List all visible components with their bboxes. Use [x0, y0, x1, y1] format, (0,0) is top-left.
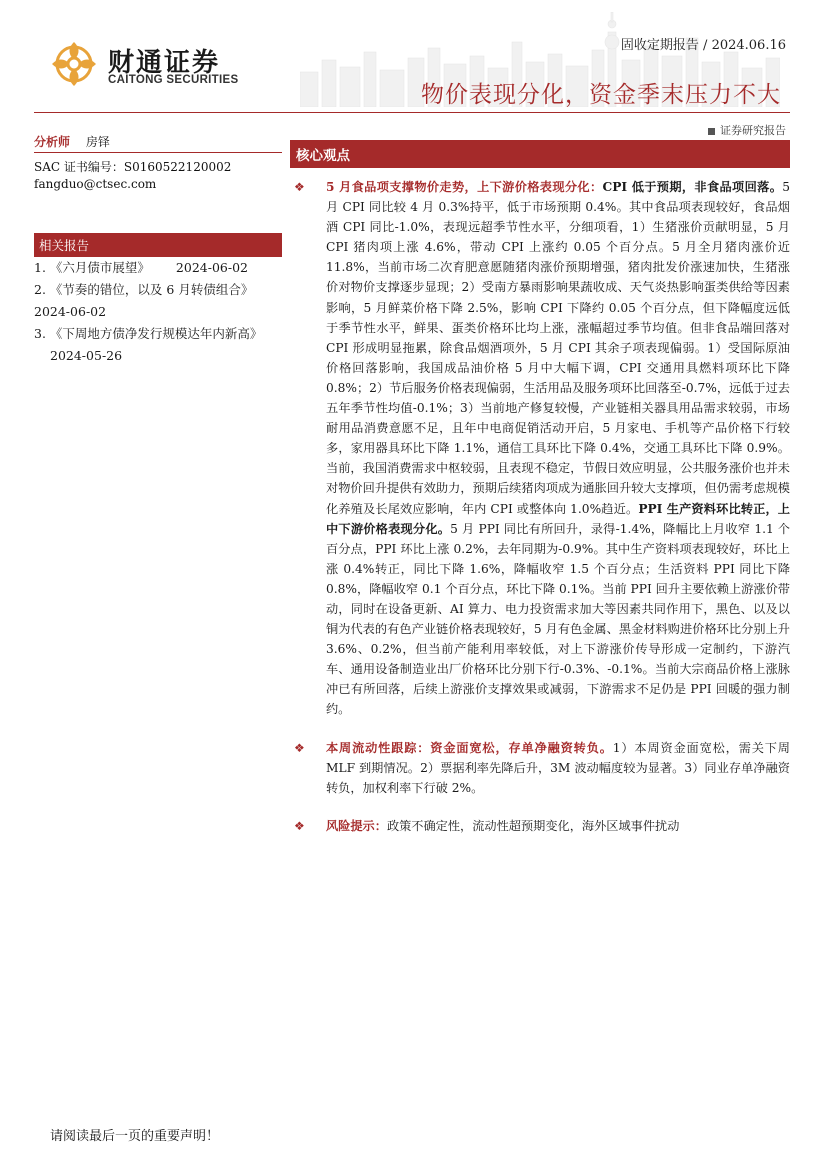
- analyst-email[interactable]: fangduo@ctsec.com: [34, 177, 157, 191]
- related-reports-list: [34, 257, 282, 367]
- related-report-title: 《节奏的错位，以及 6 月转债组合》: [49, 282, 254, 297]
- main-content: [290, 140, 790, 836]
- point-body: 5 月 CPI 同比较 4 月 0.3%持平，低于市场预期 0.4%。其中食品项表现较好，食品烟酒 CPI 同比-1.0%，表现远超季节性水平，分细项看，1）生猪涨价贡献明显，5 月 CPI 猪肉项上涨 4.6%，带动 CPI 上涨约 0.05 个百分点。5 月全月猪肉涨价近 11.8%，当前市场二次育肥意愿随猪肉涨价预期增强，猪肉批发价涨速加快，生猪涨价对物价支撑逐步显现；2）受南方暴雨影响果蔬收成、天气炎热影响蛋类供给等因素影响，5 月鲜菜价格下降 2.5%，影响 CPI 下降约 0.05 个百分点，但下降幅度远低于季节性水平，鲜果、蛋类价格环比均上涨，涨幅超过季节均值。但非食品端回落对 CPI 形成明显拖累，除食品烟酒项外，5 月 CPI 其余子项表现偏弱。1）受国际原油价格回落影响，我国成品油价格 5 月中大幅下调，CPI 交通用具燃料项环比下降 0.8%；2）节后服务价格表现偏弱，生活用品及服务项环比回落至-0.7%，远低于过去五年季节性均值-0.1%；3）当前地产修复较慢，产业链相关器具用品需求较弱，市场耐用品消费意愿不足，且年中电商促销活动开启，5 月家电、手机等产品价格下行较多，家用器具环比下降 1.1%，通信工具环比下降 0.4%，交通工具环比下降 0.9%。当前，我国消费需求中枢较弱，且表现不稳定，节假日效应明显，公共服务涨价也并未对物价回升提供有效助力，预期后续猪肉项成为通胀回升较大支撑项，但仍需考虑规模化养殖及长尾效应影响，年内 CPI 或整体向 1.0%趋近。: [326, 180, 790, 516]
- diamond-bullet-icon: ❖: [294, 180, 305, 194]
- point-lead: 5 月食品项支撑物价走势，上下游价格表现分化：: [326, 180, 603, 194]
- related-report-item[interactable]: [34, 323, 282, 367]
- core-point-liquidity: [290, 738, 790, 798]
- related-report-date: 2024-05-26: [50, 348, 123, 363]
- sac-label: SAC 证书编号：: [34, 160, 124, 174]
- point-lead: 风险提示：: [326, 818, 387, 833]
- analyst-name: 房铎: [85, 135, 110, 149]
- point-bold: PPI 生产资料环比转正，上中下游价格表现分化。: [326, 501, 790, 536]
- report-date: 2024.06.16: [711, 38, 786, 53]
- analyst-label: 分析师: [34, 135, 71, 149]
- analyst-divider: [34, 152, 282, 153]
- company-logo: [50, 40, 250, 90]
- related-report-date: 2024-06-02: [175, 260, 248, 275]
- related-report-title: 《下周地方债净发行规模达年内新高》: [49, 326, 263, 341]
- logo-text-cn: 财通证券: [108, 48, 221, 78]
- report-type: 固收定期报告: [620, 38, 699, 53]
- sac-number: S0160522120002: [123, 160, 232, 174]
- header-rule: [34, 112, 790, 113]
- report-meta: [621, 34, 786, 53]
- related-report-item[interactable]: [34, 257, 282, 279]
- point-lead: 本周流动性跟踪：资金面宽松，存单净融资转负。: [326, 740, 613, 755]
- point-body: 1）本周资金面宽松，需关下周 MLF 到期情况。2）票据利率先降后升，3M 波动幅度较为显著。3）同业存单净融资转负，加权利率下行破 2%。: [326, 740, 790, 795]
- research-tag-label: 证券研究报告: [720, 124, 786, 137]
- logo-text-en: CAITONG SECURITIES: [108, 74, 239, 86]
- core-views-heading: 核心观点: [290, 140, 790, 168]
- related-report-no: 3.: [34, 326, 46, 341]
- sidebar: [34, 134, 282, 367]
- square-icon: [708, 128, 715, 135]
- diamond-bullet-icon: ❖: [294, 818, 305, 833]
- point-bold: CPI 低于预期，非食品项回落。: [602, 180, 783, 194]
- logo-mark-icon: [50, 40, 98, 88]
- disclaimer-notice: 请阅读最后一页的重要声明！: [50, 1129, 220, 1144]
- core-point-risk: [290, 816, 790, 836]
- core-point-prices: [290, 177, 790, 720]
- research-tag: [708, 122, 786, 138]
- sac-line: [34, 159, 282, 176]
- report-title: 物价表现分化，资金季末压力不大: [421, 82, 781, 108]
- related-report-title: 《六月债市展望》: [49, 260, 150, 275]
- related-report-no: 1.: [34, 260, 46, 275]
- related-reports-heading: 相关报告: [34, 233, 282, 257]
- diamond-bullet-icon: ❖: [294, 740, 305, 755]
- related-report-date: 2024-06-02: [34, 304, 107, 319]
- meta-separator: /: [703, 38, 712, 53]
- analyst-name-line: [34, 134, 282, 151]
- point-body: 政策不确定性，流动性超预期变化，海外区域事件扰动: [386, 818, 680, 833]
- related-report-no: 2.: [34, 282, 46, 297]
- point-body: 5 月 PPI 同比有所回升，录得-1.4%，降幅比上月收窄 1.1 个百分点，PPI 环比上涨 0.2%，去年同期为-0.9%。其中生产资料项表现较好，环比上涨 0.4%转正，同比下降 1.6%，降幅收窄 1.5 个百分点；生活资料 PPI 同比下降 0.8%，降幅收窄 0.1 个百分点，环比下降 0.1%。当前 PPI 回升主要依赖上游涨价带动，同时在设备更新、AI 算力、电力投资需求加大等因素共同作用下，黑色、以及以铜为代表的有色产业链价格表现较好，5 月有色金属、黑金材料购进价格环比分别上升 3.6%、0.2%，但当前产能利用率较低，对上下游涨价传导形成一定制约，下游汽车、通用设备制造业出厂价格环比分别下行-0.3%、-0.1%。当前大宗商品价格上涨脉冲已有所回落，后续上游涨价支撑效果或减弱，下游需求不足仍是 PPI 回暖的强力制约。: [326, 521, 790, 717]
- related-report-item[interactable]: [34, 279, 282, 323]
